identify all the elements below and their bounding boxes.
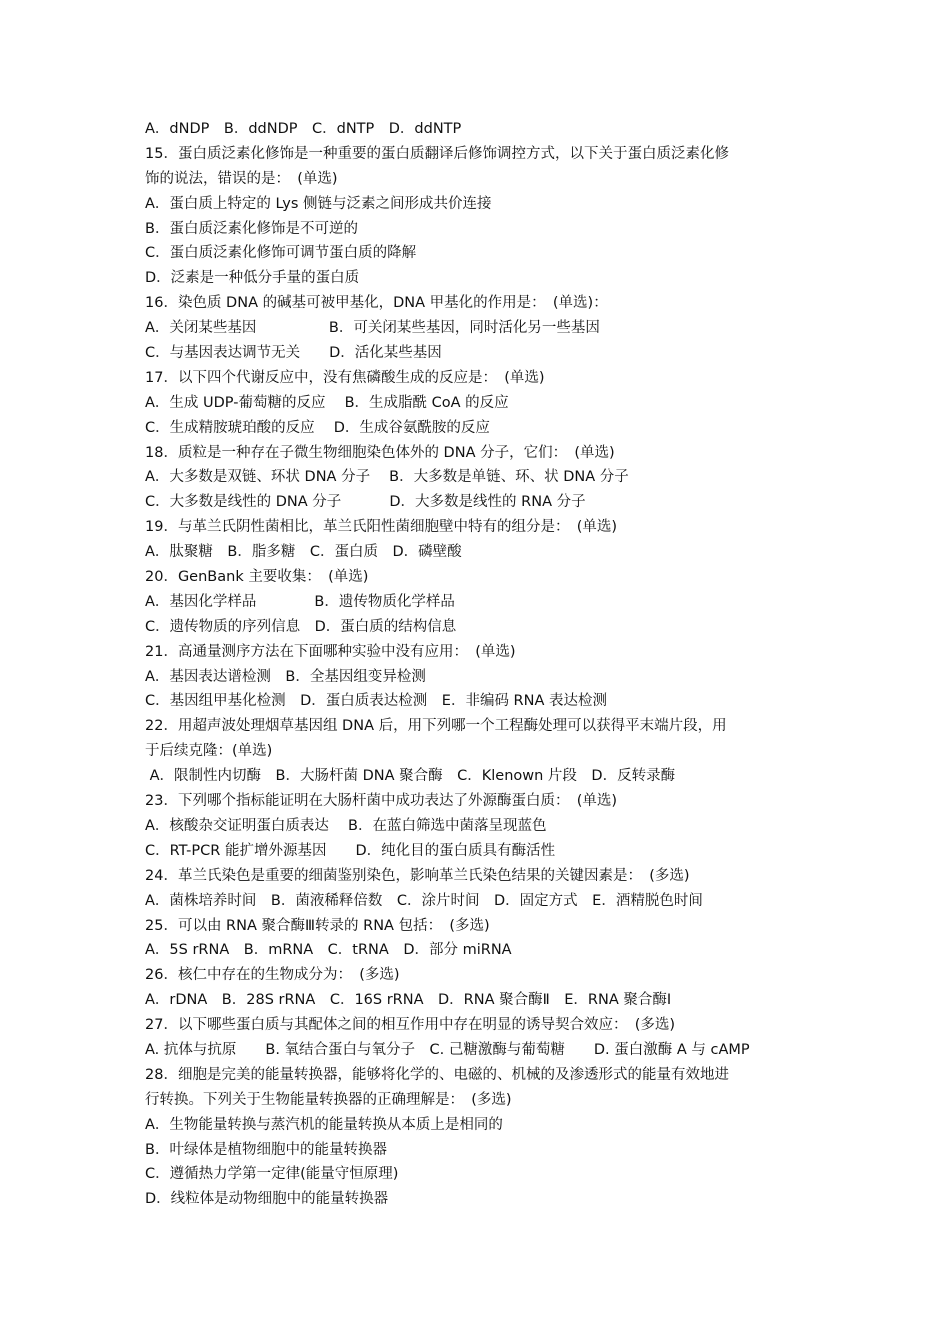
question-20-options-ab: A．基因化学样品 B．遗传物质化学样品 (145, 593, 455, 610)
question-28-option-c: C．遵循热力学第一定律(能量守恒原理) (145, 1166, 399, 1183)
question-20-stem: 20．GenBank 主要收集： (单选) (145, 569, 369, 586)
question-23-options-ab: A．核酸杂交证明蛋白质表达 B．在蓝白筛选中菌落呈现蓝色 (145, 817, 547, 834)
question-17-options-cd: C．生成精胺琥珀酸的反应 D．生成谷氨酰胺的反应 (145, 419, 490, 436)
question-16-options-ab: A．关闭某些基因 B．可关闭某些基因，同时活化另一些基因 (145, 320, 600, 337)
question-24-stem: 24．革兰氏染色是重要的细菌鉴别染色，影响革兰氏染色结果的关键因素是： (多选) (145, 867, 690, 884)
question-18-options-cd: C．大多数是线性的 DNA 分子 D．大多数是线性的 RNA 分子 (145, 494, 586, 511)
question-27-options: A. 抗体与抗原 B. 氧结合蛋白与氧分子 C. 己糖激酶与葡萄糖 D. 蛋白激酶 A 与 cAMP (145, 1041, 750, 1058)
question-22-stem: 22．用超声波处理烟草基因组 DNA 后，用下列哪一个工程酶处理可以获得平末端片段，用 (145, 718, 727, 735)
question-15-stem-cont: 饰的说法，错误的是： (单选) (145, 170, 338, 187)
question-18-options-ab: A．大多数是双链、环状 DNA 分子 B．大多数是单链、环、状 DNA 分子 (145, 469, 629, 486)
question-15-option-b: B．蛋白质泛素化修饰是不可逆的 (145, 220, 358, 237)
question-text-block (145, 117, 810, 1212)
question-17-stem: 17．以下四个代谢反应中，没有焦磷酸生成的反应是： (单选) (145, 369, 545, 386)
question-22-stem-cont: 于后续克隆：(单选) (145, 743, 273, 760)
question-23-options-cd: C．RT-PCR 能扩增外源基因 D．纯化目的蛋白质具有酶活性 (145, 842, 556, 859)
question-26-stem: 26．核仁中存在的生物成分为： (多选) (145, 967, 400, 984)
question-19-stem: 19．与革兰氏阴性菌相比，革兰氏阳性菌细胞壁中特有的组分是： (单选) (145, 519, 618, 536)
question-15-option-a: A．蛋白质上特定的 Lys 侧链与泛素之间形成共价连接 (145, 195, 492, 212)
question-28-option-a: A．生物能量转换与蒸汽机的能量转换从本质上是相同的 (145, 1116, 503, 1133)
options-line-14: A．dNDP B．ddNDP C．dNTP D．ddNTP (145, 121, 462, 137)
question-21-options-ab: A．基因表达谱检测 B．全基因组变异检测 (145, 668, 426, 685)
question-21-stem: 21．高通量测序方法在下面哪种实验中没有应用： (单选) (145, 643, 516, 660)
question-28-option-d: D．线粒体是动物细胞中的能量转换器 (145, 1191, 389, 1208)
question-25-options: A．5S rRNA B．mRNA C．tRNA D．部分 miRNA (145, 942, 512, 959)
question-23-stem: 23．下列哪个指标能证明在大肠杆菌中成功表达了外源酶蛋白质： (单选) (145, 793, 618, 810)
question-15-stem: 15．蛋白质泛素化修饰是一种重要的蛋白质翻译后修饰调控方式，以下关于蛋白质泛素化修 (145, 145, 729, 162)
question-28-option-b: B．叶绿体是植物细胞中的能量转换器 (145, 1141, 387, 1158)
question-25-stem: 25．可以由 RNA 聚合酶Ⅲ转录的 RNA 包括： (多选) (145, 917, 490, 934)
question-28-stem: 28．细胞是完美的能量转换器，能够将化学的、电磁的、机械的及渗透形式的能量有效地进 (145, 1066, 729, 1083)
question-16-options-cd: C．与基因表达调节无关 D．活化某些基因 (145, 345, 442, 362)
question-21-options-cde: C．基因组甲基化检测 D．蛋白质表达检测 E．非编码 RNA 表达检测 (145, 693, 608, 710)
question-26-options: A．rDNA B．28S rRNA C．16S rRNA D．RNA 聚合酶Ⅱ E．RNA 聚合酶Ⅰ (145, 992, 672, 1009)
question-19-options: A．肽聚糖 B．脂多糖 C．蛋白质 D．磷壁酸 (145, 544, 462, 561)
question-15-option-c: C．蛋白质泛素化修饰可调节蛋白质的降解 (145, 245, 417, 262)
question-18-stem: 18．质粒是一种存在子微生物细胞染色体外的 DNA 分子，它们： (单选) (145, 444, 615, 461)
question-28-stem-cont: 行转换。下列关于生物能量转换器的正确理解是： (多选) (145, 1091, 512, 1108)
question-22-options: A．限制性内切酶 B．大肠杆菌 DNA 聚合酶 C．Klenown 片段 D．反转录酶 (145, 768, 676, 785)
question-15-option-d: D．泛素是一种低分手量的蛋白质 (145, 270, 360, 287)
question-20-options-cd: C．遗传物质的序列信息 D．蛋白质的结构信息 (145, 618, 457, 635)
question-27-stem: 27．以下哪些蛋白质与其配体之间的相互作用中存在明显的诱导契合效应： (多选) (145, 1017, 676, 1034)
question-16-stem: 16．染色质 DNA 的碱基可被甲基化，DNA 甲基化的作用是： (单选)： (145, 295, 608, 312)
question-24-options: A．菌株培养时间 B．菌液稀释倍数 C．涂片时间 D．固定方式 E．酒精脱色时间 (145, 892, 703, 909)
question-17-options-ab: A．生成 UDP-葡萄糖的反应 B．生成脂酰 CoA 的反应 (145, 394, 509, 411)
